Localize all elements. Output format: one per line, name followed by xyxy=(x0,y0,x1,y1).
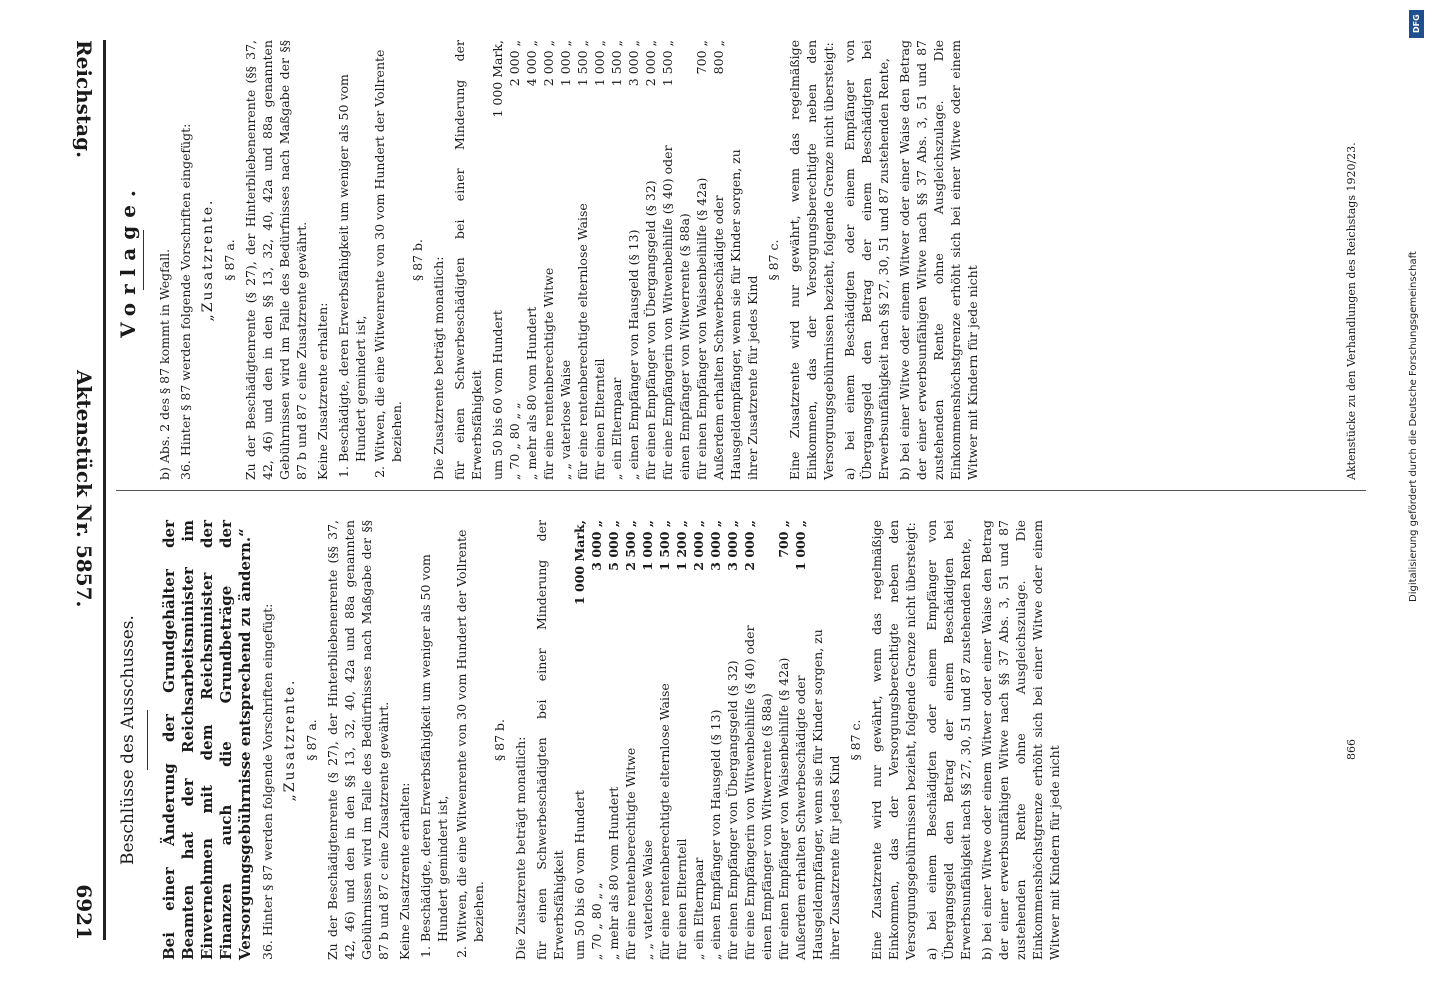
rate-row xyxy=(571,520,588,960)
left-para-87a: § 87 a. xyxy=(222,239,237,281)
left-item-a: a) bei einem Beschädigten oder einem Empfänger von Übergangsgeld den Betrag der einem Beschädigten bei Erwerbsunfähigkeit nach §§ 27, 30, 51 und 87 zustehenden Rente, xyxy=(842,40,891,480)
rate-row xyxy=(588,520,605,960)
rate-label: für eine rentenberechtigte Witwe xyxy=(623,747,638,960)
rate-label: „ 70 „ 80 „ „ xyxy=(507,402,522,480)
right-item-36: 36. Hinter § 87 werden folgende Vorschriften eingefügt: xyxy=(260,603,275,960)
rate-label: für einen Empfänger von Übergangsgeld (§ 32) xyxy=(725,660,740,960)
left-item-b2: b) bei einer Witwe oder einem Witwer oder einer Waise den Betrag der einer erwerbsunfähigen Witwe nach §§ 37 Abs. 3, 51 und 87 zustehenden Rente ohne Ausgleichszulage. Die Einkommenshöchstgrenze erhöht sich bei einer Witwe oder einem Witwer mit Kindern für jede nicht xyxy=(897,40,980,480)
rate-label: Außerdem erhalten Schwerbeschädigte oder Hausgeldempfänger, wenn sie für Kinder sorgen, zu ihrer Zusatzrente für jedes Kind xyxy=(711,149,760,480)
rate-row xyxy=(659,40,693,480)
left-keine: Keine Zusatzrente erhalten: xyxy=(315,302,330,480)
rate-amount: 1 500 „ xyxy=(660,40,675,87)
left-para-87b: § 87 b. xyxy=(410,238,425,282)
rate-row xyxy=(673,520,690,960)
left-rate-table xyxy=(489,40,761,480)
rate-label: Außerdem erhalten Schwerbeschädigte oder Hausgeldempfänger, wenn sie für Kinder sorgen, zu ihrer Zusatzrente für jedes Kind xyxy=(793,629,842,960)
header-rule xyxy=(103,40,106,940)
title-rule xyxy=(147,710,148,770)
digitization-notice: Digitalisierung gefördert durch die Deutsche Forschungsgemeinschaft xyxy=(1408,251,1419,602)
rate-amount: 4 000 „ xyxy=(524,40,539,87)
rate-row xyxy=(574,40,591,480)
list-item: 1. Beschädigte, deren Erwerbsfähigkeit um weniger als 50 vom Hundert gemindert ist, xyxy=(417,520,451,942)
rate-label: für einen Elternteil xyxy=(674,838,689,960)
rate-label: für einen Empfänger von Waisenbeihilfe (§ 42a) xyxy=(694,177,709,480)
rate-amount: 1 000 Mark, xyxy=(572,520,587,606)
rate-row xyxy=(642,40,659,480)
right-item-a: a) bei einem Beschädigten oder einem Empfänger von Übergangsgeld den Betrag der einem Beschädigten bei Erwerbsunfähigkeit nach §§ 27, 30, 51 und 87 zustehenden Rente, xyxy=(924,520,973,960)
rate-label: für eine Empfängerin von Witwenbeihilfe (§ 40) oder einen Empfänger von Witwerrente (§ 88a) xyxy=(660,145,692,480)
rate-row xyxy=(639,520,656,960)
rate-amount: 2 500 „ xyxy=(623,520,638,571)
right-para-87c: § 87 c. xyxy=(848,719,863,761)
rate-row xyxy=(792,520,843,960)
rate-label: „ „ vaterlose Waise xyxy=(558,359,573,480)
rate-amount: 700 „ xyxy=(694,40,709,75)
list-item: 1. Beschädigte, deren Erwerbsfähigkeit um weniger als 50 vom Hundert gemindert ist, xyxy=(335,40,369,462)
rate-label: „ einen Empfänger von Hausgeld (§ 13) xyxy=(626,229,641,480)
rate-amount: 1 500 „ xyxy=(575,40,590,87)
right-zusatzrente-heading: „Zusatzrente. xyxy=(282,678,298,802)
left-column-vorlage xyxy=(116,40,1366,480)
left-intro-87b-2: für einen Schwerbeschädigten bei einer Minderung der Erwerbsfähigkeit xyxy=(452,40,484,480)
rate-amount: 3 000 „ xyxy=(725,520,740,571)
column-divider xyxy=(116,490,1366,491)
right-para-87a: § 87 a. xyxy=(304,719,319,761)
right-column-beschluesse xyxy=(116,520,1366,960)
rate-label: „ ein Elternpaar xyxy=(691,857,706,960)
left-intro-87a: Zu der Beschädigtenrente (§ 27), der Hinterbliebenenrente (§§ 37, 42, 46) und den in den §§ 13, 32, 40, 42a und 88a genannten Gebührnissen wird im Falle des Bedürfnisses nach Maßgabe der §§ 87 b und 87 c eine Zusatzrente gewährt. xyxy=(243,40,309,480)
page-number: 866 xyxy=(1345,739,1358,760)
rate-amount: 2 000 „ xyxy=(691,520,706,571)
left-title: Vorlage. xyxy=(116,182,140,338)
left-intro-87b: Die Zusatzrente beträgt monatlich: xyxy=(431,256,446,480)
rate-row xyxy=(656,520,673,960)
rate-row xyxy=(775,520,792,960)
rate-row xyxy=(557,40,574,480)
list-item: 2. Witwen, die eine Witwenrente von 30 vom Hundert der Vollrente beziehen. xyxy=(371,40,405,462)
rate-label: „ mehr als 80 vom Hundert xyxy=(524,306,539,480)
right-intro-87b: Die Zusatzrente beträgt monatlich: xyxy=(513,736,528,960)
rate-row xyxy=(506,40,523,480)
rate-label: um 50 bis 60 vom Hundert xyxy=(490,310,505,480)
rate-row xyxy=(622,520,639,960)
rate-row xyxy=(523,40,540,480)
rate-row xyxy=(693,40,710,480)
rate-row xyxy=(540,40,557,480)
rate-amount: 1 000 „ xyxy=(558,40,573,87)
right-intro-87b-2: für einen Schwerbeschädigten bei einer Minderung der Erwerbsfähigkeit xyxy=(534,520,566,960)
right-item-b2: b) bei einer Witwe oder einem Witwer oder einer Waise den Betrag der einer erwerbsunfähigen Witwe nach §§ 37 Abs. 3, 51 und 87 zustehenden Rente ohne Ausgleichszulage. Die Einkommenshöchstgrenze erhöht sich bei einer Witwe oder einem Witwer mit Kindern für jede nicht xyxy=(979,520,1062,960)
right-para-87b: § 87 b. xyxy=(492,718,507,762)
rate-row xyxy=(707,520,724,960)
left-keine-list xyxy=(335,40,405,462)
left-para-87c: § 87 c. xyxy=(766,239,781,281)
header-document-number: Aktenstück Nr. 5857. xyxy=(72,370,96,608)
list-item: 2. Witwen, die eine Witwenrente von 30 vom Hundert der Vollrente beziehen. xyxy=(453,520,487,942)
rate-amount: 1 000 „ xyxy=(592,40,607,87)
page-header xyxy=(70,40,96,940)
rate-amount: 1 000 Mark, xyxy=(490,40,505,118)
right-resolution: Bei einer Änderung der Grundgehälter der Beamten hat der Reichsarbeitsminister im Einvernehmen mit dem Reichsminister der Finanzen auch die Grundbeträge der Versorgungsgebührnisse entsprechend zu ändern.“ xyxy=(160,520,254,960)
rate-row xyxy=(625,40,642,480)
title-rule xyxy=(143,230,144,290)
rate-amount: 2 000 „ xyxy=(643,40,658,87)
rate-label: „ 70 „ 80 „ „ xyxy=(589,882,604,960)
left-item-36: 36. Hinter § 87 werden folgende Vorschriften eingefügt: xyxy=(178,123,193,480)
left-zusatzrente-heading: „Zusatzrente. xyxy=(200,198,216,322)
rate-label: „ „ vaterlose Waise xyxy=(640,839,655,960)
rate-label: „ einen Empfänger von Hausgeld (§ 13) xyxy=(708,709,723,960)
rate-amount: 2 000 „ xyxy=(541,40,556,87)
rate-amount: 5 000 „ xyxy=(606,520,621,571)
rate-label: für eine Empfängerin von Witwenbeihilfe (§ 40) oder einen Empfänger von Witwerrente (§ 88a) xyxy=(742,625,774,960)
right-rate-table xyxy=(571,520,843,960)
right-keine: Keine Zusatzrente erhalten: xyxy=(397,782,412,960)
rate-amount: 1 200 „ xyxy=(674,520,689,571)
rate-amount: 3 000 „ xyxy=(626,40,641,87)
rate-row xyxy=(591,40,608,480)
header-page-number: 6921 xyxy=(72,884,96,940)
rate-amount: 3 000 „ xyxy=(708,520,723,571)
rate-amount: 1 000 „ xyxy=(640,520,655,571)
right-intro-87a: Zu der Beschädigtenrente (§ 27), der Hinterbliebenenrente (§§ 37, 42, 46) und den in den §§ 13, 32, 40, 42a und 88a genannten Gebührnissen wird im Falle des Bedürfnisses nach Maßgabe der §§ 87 b und 87 c eine Zusatzrente gewährt. xyxy=(325,520,391,960)
left-item-b: b) Abs. 2 des § 87 kommt in Wegfall. xyxy=(157,248,172,480)
rate-label: für eine rentenberechtigte elternlose Waise xyxy=(657,683,672,960)
rate-row xyxy=(710,40,761,480)
right-text-87c: Eine Zusatzrente wird nur gewährt, wenn das regelmäßige Einkommen, das der Versorgungsberechtigte neben den Versorgungsgebührnissen bezieht, folgende Grenze nicht übersteigt: xyxy=(869,520,918,960)
rate-row xyxy=(724,520,741,960)
rate-amount: 700 „ xyxy=(776,520,791,558)
right-keine-list xyxy=(417,520,487,942)
rate-label: „ ein Elternpaar xyxy=(609,377,624,480)
rate-row xyxy=(608,40,625,480)
left-text-87c: Eine Zusatzrente wird nur gewährt, wenn das regelmäßige Einkommen, das der Versorgungsberechtigte neben den Versorgungsgebührnissen bezieht, folgende Grenze nicht übersteigt: xyxy=(787,40,836,480)
rate-label: für einen Empfänger von Übergangsgeld (§ 32) xyxy=(643,180,658,480)
page-footer: Aktenstücke zu den Verhandlungen des Reichstags 1920/23. xyxy=(1345,142,1358,480)
header-reichstag: Reichstag. xyxy=(72,40,96,159)
rate-row xyxy=(741,520,775,960)
rate-label: um 50 bis 60 vom Hundert xyxy=(572,790,587,960)
rate-amount: 1 000 „ xyxy=(793,520,808,571)
rate-amount: 2 000 „ xyxy=(742,520,757,571)
rate-amount: 3 000 „ xyxy=(589,520,604,571)
rate-label: „ mehr als 80 vom Hundert xyxy=(606,786,621,960)
dfg-logo: DFG xyxy=(1409,10,1424,38)
rate-row xyxy=(690,520,707,960)
rate-row xyxy=(489,40,506,480)
rate-row xyxy=(605,520,622,960)
rate-amount: 1 500 „ xyxy=(609,40,624,87)
rate-amount: 800 „ xyxy=(711,40,726,75)
rate-label: für einen Empfänger von Waisenbeihilfe (§ 42a) xyxy=(776,657,791,960)
rate-label: für einen Elternteil xyxy=(592,358,607,480)
rate-label: für eine rentenberechtigte elternlose Waise xyxy=(575,203,590,480)
rate-amount: 2 000 „ xyxy=(507,40,522,87)
rate-label: für eine rentenberechtigte Witwe xyxy=(541,267,556,480)
rate-amount: 1 500 „ xyxy=(657,520,672,571)
digitization-stamp xyxy=(1406,0,1434,1000)
right-title: Beschlüsse des Ausschusses. xyxy=(118,615,138,865)
